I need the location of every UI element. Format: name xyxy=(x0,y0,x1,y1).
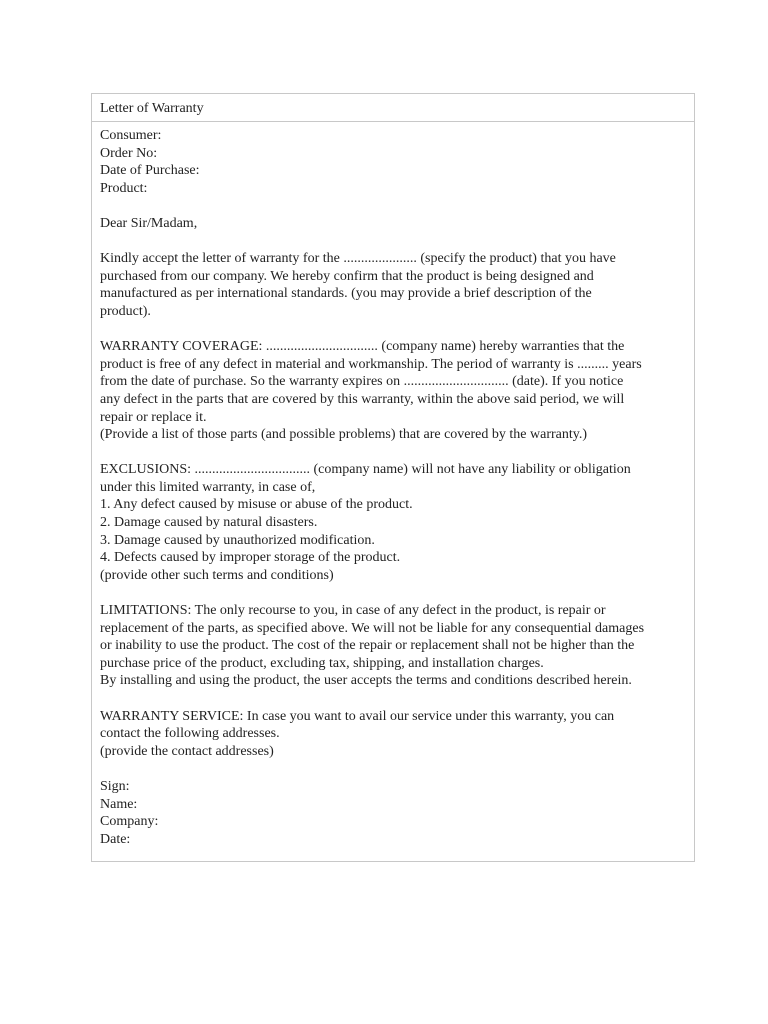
exclusions-line: under this limited warranty, in case of, xyxy=(100,479,316,495)
coverage-line: repair or replace it. xyxy=(100,409,207,425)
exclusions-section xyxy=(100,461,682,584)
field-consumer: Consumer: xyxy=(100,128,162,143)
coverage-line: WARRANTY COVERAGE: ................................ (company name) hereby warranties that the xyxy=(100,339,625,355)
signature-date: Date: xyxy=(100,831,131,847)
document-body xyxy=(92,122,690,848)
limitations-line: By installing and using the product, the user accepts the terms and conditions described herein. xyxy=(100,673,632,689)
intro-line: product). xyxy=(100,303,151,319)
exclusions-line: EXCLUSIONS: ................................. (company name) will not have any liability or obligation xyxy=(100,462,631,478)
field-product: Product: xyxy=(100,180,148,196)
header-fields xyxy=(100,127,682,197)
limitations-section xyxy=(100,602,682,690)
service-line: (provide the contact addresses) xyxy=(100,743,274,759)
exclusion-item: 4. Defects caused by improper storage of the product. xyxy=(100,550,401,566)
exclusion-item: 1. Any defect caused by misuse or abuse of the product. xyxy=(100,497,413,513)
exclusion-item: 3. Damage caused by unauthorized modification. xyxy=(100,532,375,548)
coverage-line: (Provide a list of those parts (and possible problems) that are covered by the warranty.) xyxy=(100,427,587,443)
intro-line: Kindly accept the letter of warranty for the ..................... (specify the product) that you have xyxy=(100,251,616,267)
exclusion-item: 2. Damage caused by natural disasters. xyxy=(100,515,318,531)
coverage-line: any defect in the parts that are covered by this warranty, within the above said period, we will xyxy=(100,391,625,407)
coverage-line: from the date of purchase. So the warranty expires on .............................. (date). If you notice xyxy=(100,374,624,390)
warranty-service-section xyxy=(100,708,682,761)
signature-company: Company: xyxy=(100,814,159,830)
coverage-line: product is free of any defect in material and workmanship. The period of warranty is ......... years xyxy=(100,356,642,372)
warranty-letter-frame xyxy=(91,93,695,862)
signature-name: Name: xyxy=(100,796,138,812)
limitations-line: LIMITATIONS: The only recourse to you, in case of any defect in the product, is repair or xyxy=(100,603,606,619)
service-line: contact the following addresses. xyxy=(100,726,280,742)
limitations-line: replacement of the parts, as specified above. We will not be liable for any consequential damages xyxy=(100,620,645,636)
document-title: Letter of Warranty xyxy=(92,94,694,122)
signature-block xyxy=(100,778,682,848)
field-order-no: Order No: xyxy=(100,145,158,161)
intro-line: purchased from our company. We hereby confirm that the product is being designed and xyxy=(100,268,594,284)
limitations-line: purchase price of the product, excluding tax, shipping, and installation charges. xyxy=(100,655,544,671)
intro-paragraph xyxy=(100,250,682,320)
salutation: Dear Sir/Madam, xyxy=(100,215,198,231)
limitations-line: or inability to use the product. The cost of the repair or replacement shall not be higher than the xyxy=(100,638,635,654)
field-date-of-purchase: Date of Purchase: xyxy=(100,163,200,179)
signature-sign: Sign: xyxy=(100,778,130,794)
exclusions-line: (provide other such terms and conditions) xyxy=(100,567,334,583)
warranty-coverage-section xyxy=(100,338,682,444)
service-line: WARRANTY SERVICE: In case you want to avail our service under this warranty, you can xyxy=(100,708,615,724)
intro-line: manufactured as per international standards. (you may provide a brief description of the xyxy=(100,286,592,302)
